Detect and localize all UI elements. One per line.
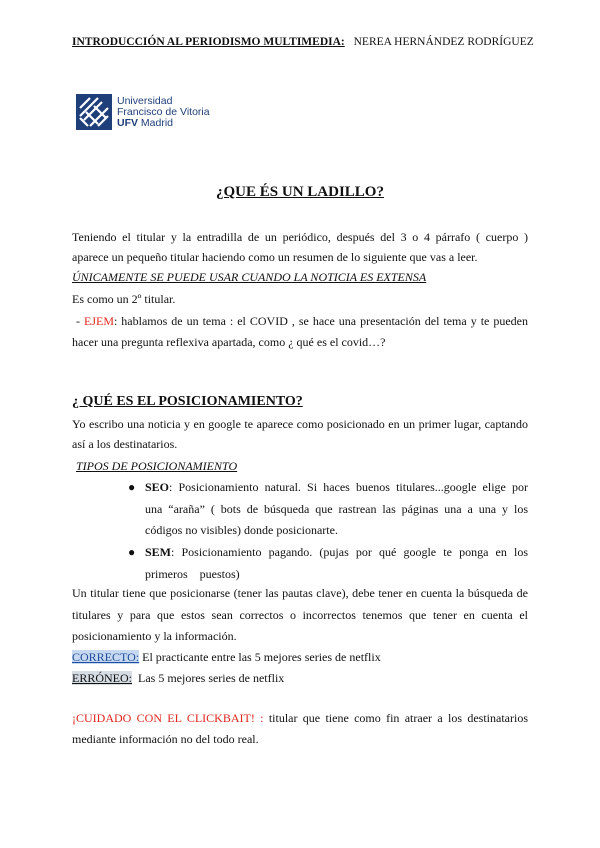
- clickbait-text-1: titular que tiene como fin atraer a los destinatarios: [263, 711, 528, 725]
- wrong-text: Las 5 mejores series de netflix: [132, 671, 285, 685]
- example-label: EJEM: [83, 314, 114, 328]
- page-header: [72, 36, 532, 48]
- logo-line-1: Universidad: [117, 94, 173, 107]
- sem-line-2: primeros puestos): [145, 567, 240, 581]
- example-prefix: -: [72, 314, 84, 328]
- s2-p2-line-2: titulares y para que estos sean correctos o incorrectos tenemos que tener en cuenta el: [72, 608, 528, 622]
- university-logo: [76, 94, 210, 130]
- bullet-icon: ●: [128, 480, 136, 494]
- clickbait-line-2: mediante información no del todo real.: [72, 732, 259, 746]
- wrong-example: [72, 671, 528, 686]
- logo-madrid: Madrid: [140, 116, 174, 129]
- s1-note: ÚNICAMENTE SE PUEDE USAR CUANDO LA NOTICIA ES EXTENSA: [72, 270, 427, 284]
- correct-example: [72, 650, 528, 665]
- wrong-label: ERRÓNEO:: [72, 671, 132, 685]
- sem-text-1: : Posicionamiento pagando. (pujas por qué google te ponga en los: [171, 545, 528, 559]
- ufv-emblem-icon: [76, 94, 112, 130]
- bullet-icon: ●: [128, 545, 136, 559]
- logo-ufv: UFV: [117, 116, 138, 129]
- s2-p2-line-1: Un titular tiene que posicionarse (tener las pautas clave), debe tener en cuenta la búsqueda de: [72, 586, 528, 600]
- author-name: NEREA HERNÁNDEZ RODRÍGUEZ: [353, 36, 534, 48]
- seo-line-1: [145, 480, 528, 495]
- types-title: TIPOS DE POSICIONAMIENTO: [76, 459, 238, 473]
- s1-paragraph-line-1: Teniendo el titular y la entradilla de un periódico, después del 3 o 4 párrafo ( cuerpo ): [72, 230, 528, 244]
- sem-line-1: [145, 545, 528, 560]
- section1-title: ¿QUE ÉS UN LADILLO?: [216, 184, 384, 200]
- course-title: INTRODUCCIÓN AL PERIODISMO MULTIMEDIA:: [72, 36, 345, 48]
- clickbait-line-1: [72, 711, 528, 726]
- seo-line-3: códigos no visibles) donde posicionarte.: [145, 523, 338, 537]
- s2-paragraph-line-2: así a los destinatarios.: [72, 437, 178, 451]
- correct-label: CORRECTO:: [72, 650, 140, 664]
- logo-line-3: [117, 118, 210, 129]
- section2-title: ¿ QUÉ ES EL POSICIONAMIENTO?: [72, 394, 303, 409]
- sem-label: SEM: [145, 545, 172, 559]
- s2-paragraph-line-1: Yo escribo una noticia y en google te aparece como posicionado en un primer lugar, captando: [72, 417, 528, 431]
- s1-paragraph-line-2: aparece un pequeño titular haciendo como un resumen de lo siguiente que vas a leer.: [72, 250, 478, 264]
- correct-text: El practicante entre las 5 mejores series de netflix: [139, 650, 381, 664]
- s1-second-paragraph: Es como un 2º titular.: [72, 292, 176, 306]
- logo-line-2: Francisco de Vitoria: [117, 105, 210, 118]
- seo-label: SEO: [145, 480, 170, 494]
- clickbait-label: ¡CUIDADO CON EL CLICKBAIT! :: [72, 711, 264, 725]
- s2-p2-line-3: posicionamiento y la información.: [72, 629, 237, 643]
- seo-text-1: : Posicionamiento natural. Si haces buenos titulares...google elige por: [169, 480, 528, 494]
- example-text-1: : hablamos de un tema : el COVID , se hace una presentación del tema y te pueden: [113, 314, 528, 328]
- s1-example-line-1: [72, 314, 528, 329]
- seo-line-2: una “araña” ( bots de búsqueda que rastrean las páginas una a una y los: [145, 502, 528, 516]
- s1-example-line-2: hacer una pregunta reflexiva apartada, como ¿ qué es el covid…?: [72, 335, 386, 349]
- logo-wordmark: [117, 96, 210, 129]
